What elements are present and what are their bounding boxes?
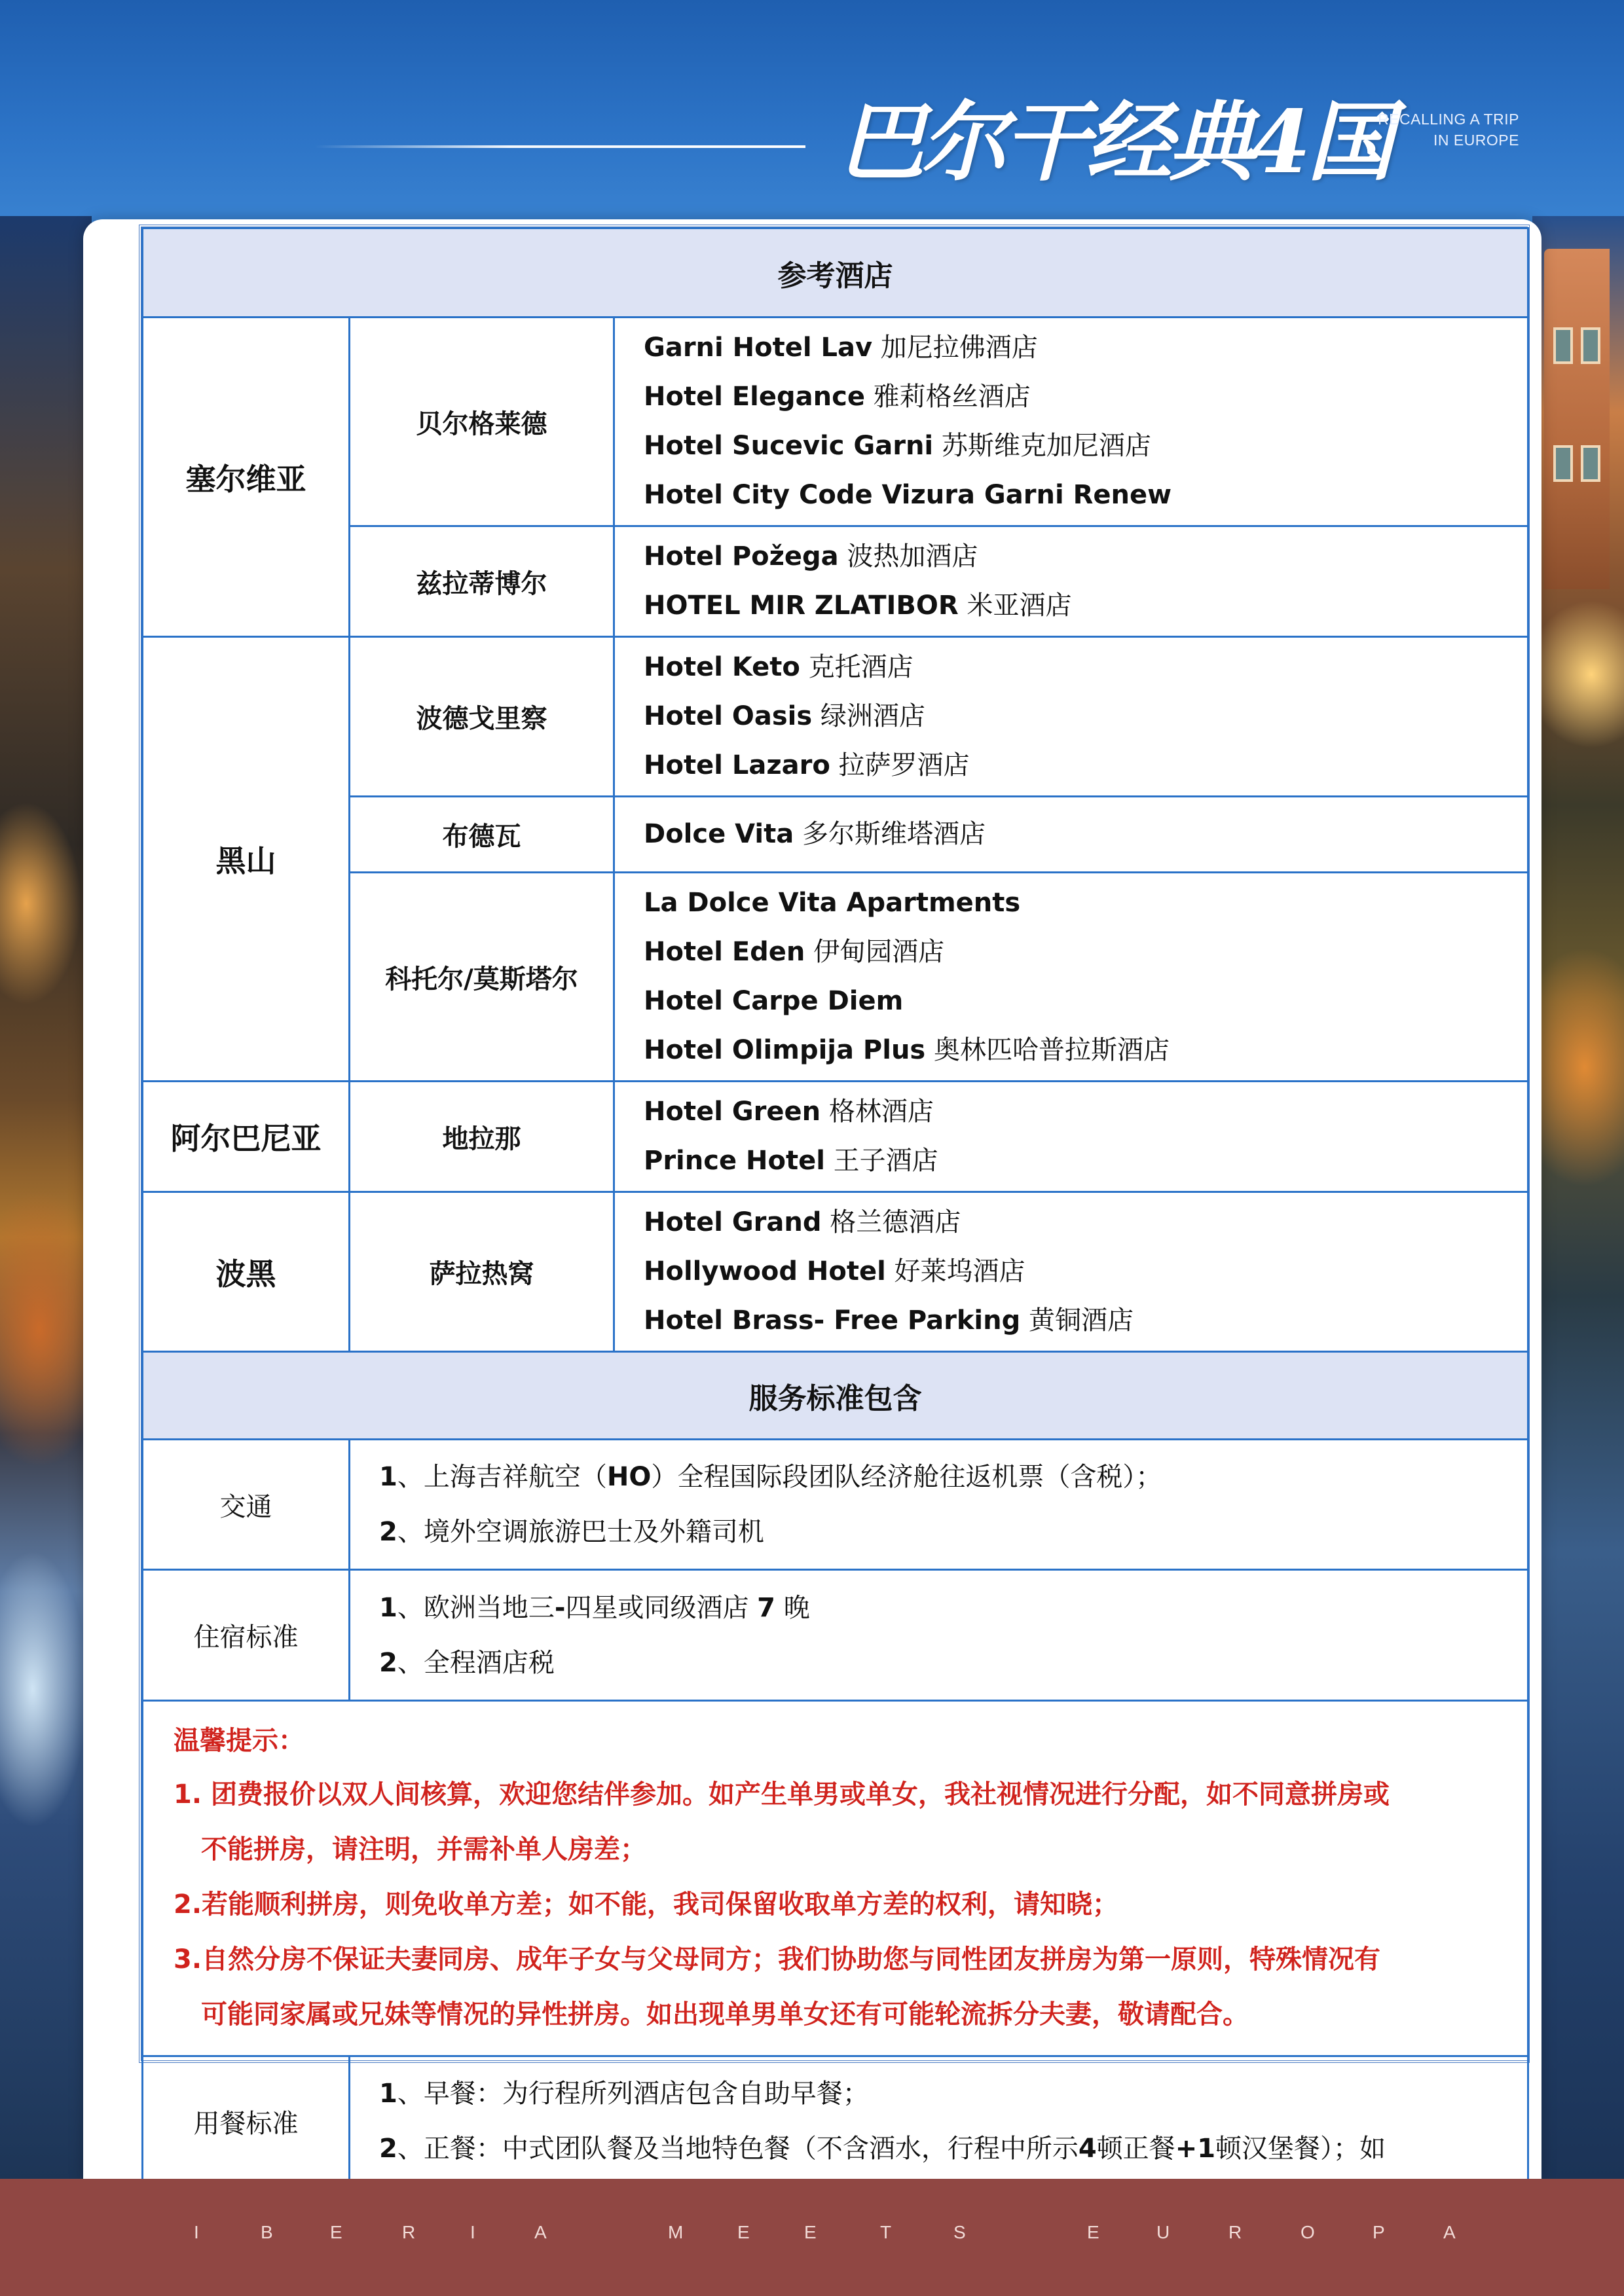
lodging-line: 2、全程酒店税	[379, 1647, 555, 1678]
footer-letter: I	[470, 2222, 475, 2242]
hotel-item: Dolce Vita 多尔斯维塔酒店	[644, 819, 986, 849]
hotel-item: Prince Hotel 王子酒店	[644, 1146, 938, 1176]
footer-letter: P	[1373, 2222, 1385, 2242]
hotel-item: HOTEL MIR ZLATIBOR 米亚酒店	[644, 591, 1072, 621]
country-cell: 塞尔维亚	[143, 318, 350, 637]
footer-letter: E	[330, 2222, 342, 2242]
hotel-item: Hotel Olimpija Plus 奥林匹哈普拉斯酒店	[644, 1035, 1170, 1065]
hotel-list	[614, 318, 1528, 526]
country-cell: 阿尔巴尼亚	[143, 1082, 350, 1192]
footer-letter: E	[737, 2222, 750, 2242]
transport-line: 2、境外空调旅游巴士及外籍司机	[379, 1517, 764, 1547]
city-cell: 波德戈里察	[350, 637, 614, 797]
footer-tagline	[0, 2222, 1624, 2248]
hotel-list	[614, 637, 1528, 797]
hotel-list	[614, 526, 1528, 637]
notice-line: 1. 团费报价以双人间核算，欢迎您结伴参加。如产生单男或单女，我社视情况进行分配，如不同意拼房或	[174, 1779, 1390, 1810]
footer-letter: M	[668, 2222, 684, 2242]
footer-letter: R	[402, 2222, 416, 2242]
background-left-photo	[0, 216, 92, 2180]
hotel-item: Hollywood Hotel 好莱坞酒店	[644, 1256, 1025, 1286]
itinerary-table	[141, 227, 1529, 2187]
meals-label: 用餐标准	[143, 2056, 350, 2187]
hotel-item: Hotel Oasis 绿洲酒店	[644, 701, 925, 731]
notice-line: 3.自然分房不保证夫妻同房、成年子女与父母同方；我们协助您与同性团友拼房为第一原则，特殊情况有	[174, 1944, 1381, 1975]
meals-line: 2、正餐：中式团队餐及当地特色餐（不含酒水，行程中所示4顿正餐+1顿汉堡餐）；如	[379, 2134, 1386, 2164]
header-subtitle-line2: IN EUROPE	[1433, 132, 1519, 149]
header-subtitle-line1: RECALLING A TRIP	[1378, 111, 1519, 128]
transport-details	[350, 1440, 1528, 1570]
header-title: 巴尔干经典4国	[838, 92, 1390, 193]
hotel-list	[614, 1082, 1528, 1192]
country-cell: 波黑	[143, 1192, 350, 1352]
hotel-item: Hotel Sucevic Garni 苏斯维克加尼酒店	[644, 431, 1151, 461]
hotel-item: Hotel Požega 波热加酒店	[644, 541, 978, 572]
hotel-item: Hotel Elegance 雅莉格丝酒店	[644, 382, 1031, 412]
footer-letter: I	[194, 2222, 199, 2242]
hotel-item: Hotel Grand 格兰德酒店	[644, 1207, 961, 1237]
background-building	[1544, 249, 1610, 589]
footer-letter: T	[880, 2222, 892, 2242]
city-cell: 贝尔格莱德	[350, 318, 614, 526]
country-cell: 黑山	[143, 637, 350, 1082]
transport-line: 1、上海吉祥航空（HO）全程国际段团队经济舱往返机票（含税）；	[379, 1462, 1162, 1492]
notice-line: 不能拼房，请注明，并需补单人房差；	[201, 1834, 646, 1865]
hotel-item: Hotel City Code Vizura Garni Renew	[644, 480, 1172, 510]
meals-details	[350, 2056, 1528, 2187]
footer-letter: B	[261, 2222, 273, 2242]
footer-letter: E	[1087, 2222, 1099, 2242]
footer-letter: U	[1156, 2222, 1170, 2242]
hotel-item: Hotel Carpe Diem	[644, 986, 904, 1016]
city-cell: 萨拉热窝	[350, 1192, 614, 1352]
footer-letter: S	[953, 2222, 966, 2242]
transport-label: 交通	[143, 1440, 350, 1570]
hotel-list	[614, 1192, 1528, 1352]
hotel-item: Hotel Lazaro 拉萨罗酒店	[644, 750, 970, 780]
lodging-label: 住宿标准	[143, 1570, 350, 1701]
footer-letter: E	[804, 2222, 817, 2242]
footer-letter: O	[1301, 2222, 1315, 2242]
header-decorative-line	[314, 145, 805, 148]
footer-letter: A	[534, 2222, 547, 2242]
header-subtitle	[1336, 109, 1519, 151]
hotel-list	[614, 797, 1528, 873]
meals-line: 1、早餐：为行程所列酒店包含自助早餐；	[379, 2079, 869, 2109]
notice-line: 2.若能顺利拼房，则免收单方差；如不能，我司保留收取单方差的权利，请知晓；	[174, 1889, 1119, 1920]
notice-title: 温馨提示：	[174, 1726, 304, 1756]
footer-letter: A	[1443, 2222, 1456, 2242]
hotel-item: Garni Hotel Lav 加尼拉佛酒店	[644, 333, 1038, 363]
service-section-title: 服务标准包含	[143, 1352, 1528, 1440]
hotel-item: Hotel Eden 伊甸园酒店	[644, 937, 945, 967]
city-cell: 布德瓦	[350, 797, 614, 873]
city-cell: 地拉那	[350, 1082, 614, 1192]
notice-box	[143, 1701, 1528, 2056]
hotel-item: Hotel Keto 克托酒店	[644, 652, 913, 682]
lodging-line: 1、欧洲当地三-四星或同级酒店 7 晚	[379, 1592, 810, 1623]
lodging-details	[350, 1570, 1528, 1701]
hotels-section-title: 参考酒店	[143, 228, 1528, 318]
hotel-item: Hotel Brass- Free Parking 黄铜酒店	[644, 1305, 1134, 1336]
city-cell: 科托尔/莫斯塔尔	[350, 873, 614, 1082]
hotel-item: La Dolce Vita Apartments	[644, 888, 1021, 918]
footer-letter: R	[1228, 2222, 1242, 2242]
hotel-item: Hotel Green 格林酒店	[644, 1097, 934, 1127]
hotel-list	[614, 873, 1528, 1082]
notice-line: 可能同家属或兄妹等情况的异性拼房。如出现单男单女还有可能轮流拆分夫妻，敬请配合。	[201, 1999, 1249, 2030]
city-cell: 兹拉蒂博尔	[350, 526, 614, 637]
